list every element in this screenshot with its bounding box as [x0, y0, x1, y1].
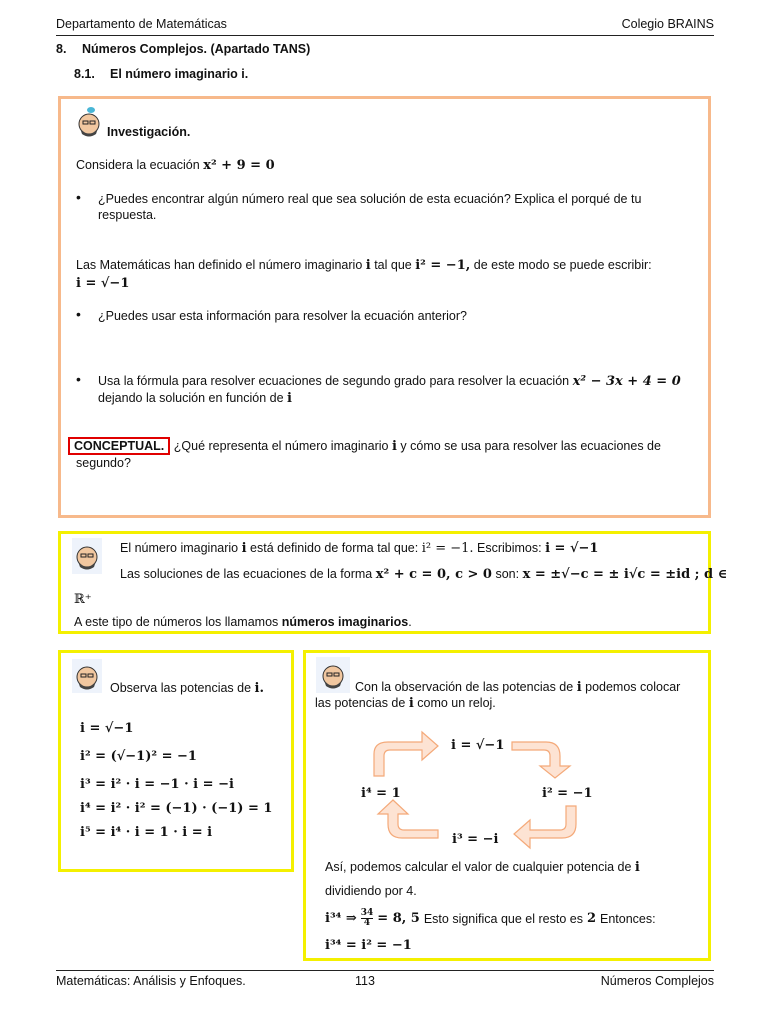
equation: x² + 9 = 0 [203, 158, 275, 173]
clock-bottom: i³ = −i [452, 832, 499, 847]
clock-intro-line-a [355, 680, 680, 695]
definition-text-a: Las Matemáticas han definido el número imaginario [76, 258, 363, 272]
question-3-equation: x² − 3x + 4 = 0 [572, 374, 681, 389]
clock-calc-i: i [634, 860, 640, 875]
clock-right: i² = −1 [542, 786, 593, 801]
header-right: Colegio BRAINS [621, 17, 714, 31]
clock-intro-text-b: podemos colocar [585, 680, 681, 694]
def-sol-text-a: Las soluciones de las ecuaciones de la forma [120, 567, 373, 581]
clock-intro-i: i [576, 680, 582, 695]
clock-intro-i2: i [408, 696, 414, 711]
question-3-line-a [98, 374, 681, 389]
conceptual-line-b: segundo? [76, 456, 131, 470]
clock-result: i³⁴ = i² = −1 [325, 938, 412, 953]
equation-intro: Considera la ecuación [76, 158, 200, 172]
arrow-bottom-left-icon [378, 800, 438, 838]
conceptual-text-a: ¿Qué representa el número imaginario [173, 439, 389, 453]
def-sol-formula: x = ±√−c = ± i√c = ±id ; d ∈ [522, 567, 728, 582]
arrow-top-left-icon [374, 732, 438, 776]
question-3-text: Usa la fórmula para resolver ecuaciones de segundo grado para resolver la ecuación [98, 374, 570, 388]
question-1-line-b: respuesta. [98, 208, 157, 222]
powers-intro-text: Observa las potencias de [110, 681, 252, 695]
definition-box-line-3: ℝ⁺ [74, 592, 92, 607]
definition-i: i [365, 258, 371, 273]
question-3-i: i [287, 391, 292, 406]
clock-example [325, 909, 656, 928]
power-3: i³ = i² · i = −1 · i = −i [80, 777, 234, 792]
def-root: i = √−1 [545, 541, 599, 556]
definition-text-b: tal que [374, 258, 412, 272]
def-sol-text-b: son: [495, 567, 520, 581]
example-denominator: 4 [363, 918, 371, 928]
subsection-number: 8.1. [74, 67, 95, 81]
investigation-title: Investigación. [107, 125, 191, 139]
clock-intro-text-c: las potencias de [315, 696, 406, 710]
clock-intro-text-a: Con la observación de las potencias de [355, 680, 574, 694]
footer-left: Matemáticas: Análisis y Enfoques. [56, 974, 246, 988]
equation-line [76, 158, 275, 173]
clock-left: i⁴ = 1 [361, 786, 401, 801]
clock-calc-line-b: dividiendo por 4. [325, 884, 417, 898]
example-rest: 2 [586, 911, 597, 926]
definition-box-line-2 [120, 567, 727, 582]
def-text-a: El número imaginario [120, 541, 239, 555]
example-numerator: 34 [360, 908, 374, 918]
definition-box-line-1 [120, 541, 598, 556]
def-eq: i² = −1. [421, 541, 474, 556]
header-left: Departamento de Matemáticas [56, 17, 227, 31]
def-text-b: está definido de forma tal que: [250, 541, 419, 555]
footer-page: 113 [355, 974, 375, 988]
section-number: 8. [56, 42, 67, 56]
clock-calc-line-a [325, 860, 640, 875]
power-5: i⁵ = i⁴ · i = 1 · i = i [80, 825, 213, 840]
power-4: i⁴ = i² · i² = (−1) · (−1) = 1 [80, 801, 273, 816]
def-imag-period: . [408, 615, 412, 629]
bullet-2: • [76, 306, 81, 322]
definition-root: i = √−1 [76, 276, 130, 291]
def-imag-text: A este tipo de números los llamamos [74, 615, 279, 629]
example-fraction [361, 909, 374, 928]
teacher-avatar-icon [72, 659, 102, 693]
teacher-avatar-icon [76, 106, 102, 140]
example-text-b: Entonces: [600, 911, 656, 926]
definition-line [76, 258, 652, 273]
def-i: i [241, 541, 247, 556]
clock-calc-text: Así, podemos calcular el valor de cualquier potencia de [325, 860, 632, 874]
def-sol-eq: x² + c = 0, c > 0 [375, 567, 492, 582]
bullet-3: • [76, 371, 81, 387]
teacher-avatar-icon [72, 538, 102, 574]
conceptual-i: i [391, 439, 397, 454]
example-rhs: = 8, 5 [377, 911, 420, 926]
power-1: i = √−1 [80, 721, 134, 736]
subsection-title: El número imaginario i. [110, 67, 249, 81]
power-2: i² = (√−1)² = −1 [80, 749, 197, 764]
teacher-avatar-icon [316, 657, 350, 693]
arrow-top-right-icon [512, 742, 570, 778]
bullet-1: • [76, 189, 81, 205]
example-lhs: i³⁴ ⇒ [325, 911, 357, 926]
clock-intro-line-b [315, 696, 496, 711]
clock-top: i = √−1 [451, 738, 505, 753]
question-1-line-a: ¿Puedes encontrar algún número real que sea solución de esta ecuación? Explica el porqué de tu [98, 192, 642, 206]
question-2: ¿Puedes usar esta información para resolver la ecuación anterior? [98, 309, 467, 323]
powers-intro [110, 681, 264, 696]
definition-equation: i² = −1, [415, 258, 471, 273]
def-text-c: Escribimos: [477, 541, 542, 555]
powers-intro-i: i. [254, 681, 265, 696]
conceptual-text-b: y cómo se usa para resolver las ecuaciones de [400, 439, 661, 453]
header-rule [56, 35, 714, 36]
question-3-text-b: dejando la solución en función de [98, 391, 284, 405]
section-title: Números Complejos. (Apartado TANS) [82, 42, 311, 56]
footer-right: Números Complejos [600, 974, 714, 988]
footer-rule [56, 970, 714, 971]
conceptual-line [68, 439, 661, 454]
example-text-a: Esto significa que el resto es [423, 911, 583, 926]
clock-intro-text-d: como un reloj. [417, 696, 496, 710]
conceptual-label: CONCEPTUAL. [68, 437, 170, 455]
question-3-line-b [98, 391, 292, 406]
def-imag-bold: números imaginarios [281, 615, 409, 629]
definition-box-line-4 [74, 615, 412, 629]
definition-text-c: de este modo se puede escribir: [473, 258, 652, 272]
arrow-bottom-right-icon [514, 806, 576, 848]
